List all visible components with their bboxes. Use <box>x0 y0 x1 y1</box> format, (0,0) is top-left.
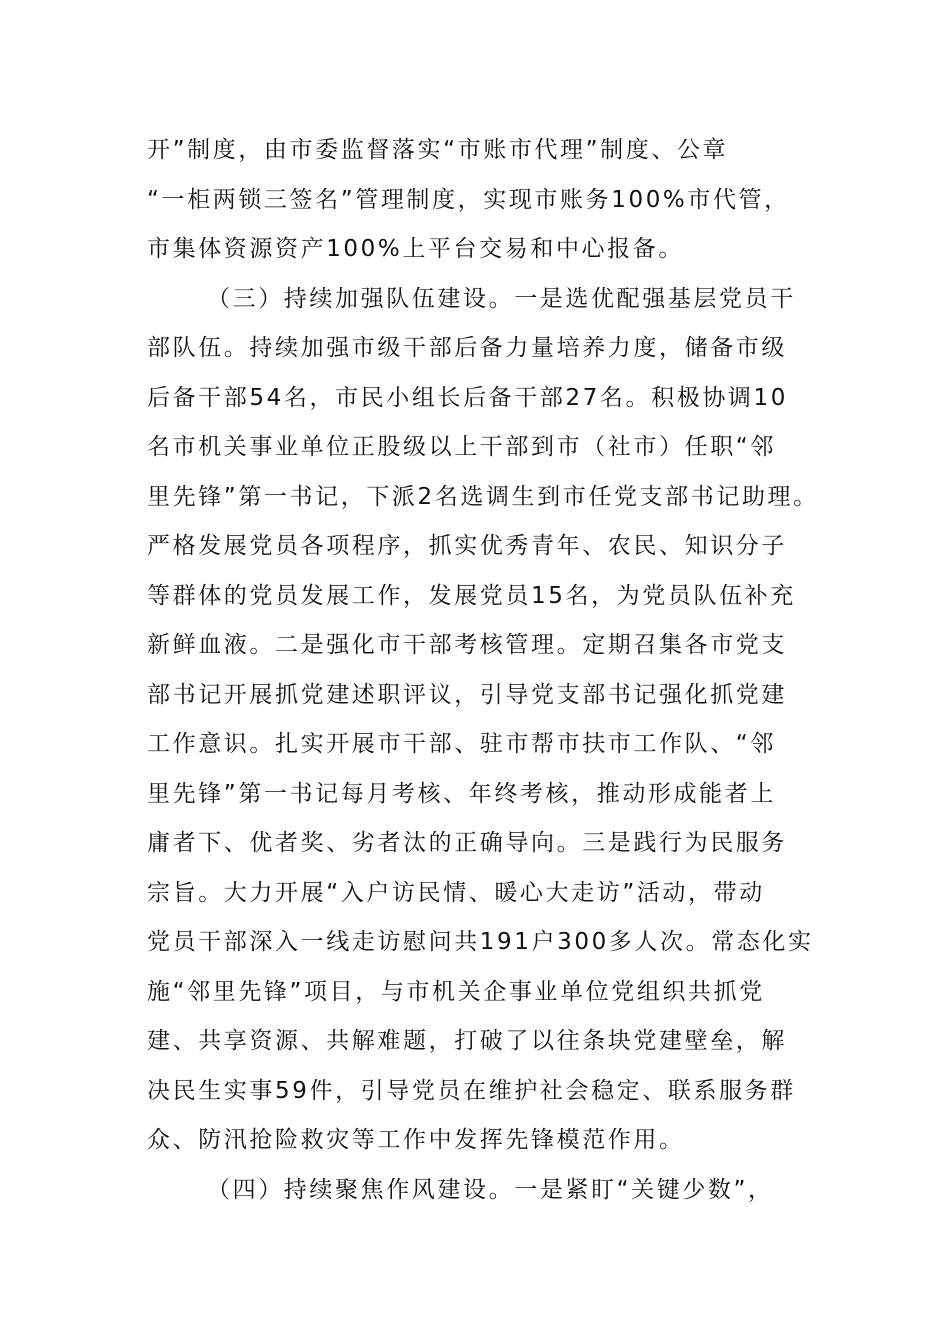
text-line: 新鲜血液。二是强化市干部考核管理。定期召集各市党支 <box>147 632 787 658</box>
text-line: 名市机关事业单位正股级以上干部到市（社市）任职“邻 <box>147 434 776 460</box>
text-line: 众、防汛抢险救灾等工作中发挥先锋模范作用。 <box>147 1127 685 1153</box>
text-line: 等群体的党员发展工作，发展党员15名，为党员队伍补充 <box>147 582 796 609</box>
body-text <box>147 126 827 1215</box>
text-line: 里先锋”第一书记，下派2名选调生到市任党支部书记助理。 <box>147 483 819 510</box>
text-line: 后备干部54名，市民小组长后备干部27名。积极协调10 <box>147 384 788 411</box>
text-line: 决民生实事59件，引导党员在维护社会稳定、联系服务群 <box>147 1077 796 1104</box>
text-line: 工作意识。扎实开展市干部、驻市帮市扶市工作队、“邻 <box>147 731 776 757</box>
text-line: 里先锋”第一书记每月考核、年终考核，推动形成能者上 <box>147 780 776 807</box>
paragraph-heading-line: （三）持续加强队伍建设。一是选优配强基层党员干 <box>207 285 796 312</box>
paragraph-heading-line: （四）持续聚焦作风建设。一是紧盯“关键少数”， <box>207 1176 774 1203</box>
text-line: 庸者下、优者奖、劣者汰的正确导向。三是践行为民服务 <box>147 830 787 856</box>
text-line: 施“邻里先锋”项目，与市机关企事业单位党组织共抓党 <box>147 978 765 1005</box>
text-line: “一柜两锁三签名”管理制度，实现市账务100%市代管， <box>147 186 790 213</box>
text-line: 市集体资源资产100%上平台交易和中心报备。 <box>147 236 684 262</box>
text-line: 开”制度，由市委监督落实“市账市代理”制度、公章 <box>147 137 729 163</box>
text-line: 部书记开展抓党建述职评议，引导党支部书记强化抓党建 <box>147 681 787 708</box>
text-line: 严格发展党员各项程序，抓实优秀青年、农民、知识分子 <box>147 533 787 559</box>
text-line: 建、共享资源、共解难题，打破了以往条块党建壁垒，解 <box>147 1028 787 1054</box>
text-line: 宗旨。大力开展“入户访民情、暖心大走访”活动，带动 <box>147 879 765 906</box>
text-line: 党员干部深入一线走访慰问共191户300多人次。常态化实 <box>147 929 814 955</box>
text-line: 部队伍。持续加强市级干部后备力量培养力度，储备市级 <box>147 335 787 361</box>
